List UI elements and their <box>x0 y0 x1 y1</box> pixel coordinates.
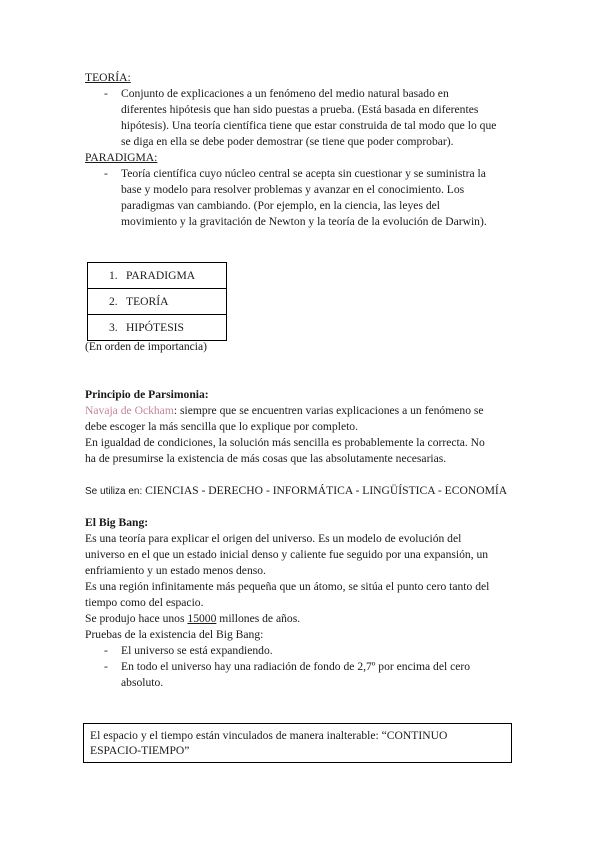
spacetime-box <box>83 723 512 763</box>
bigbang-age-line <box>85 611 300 627</box>
bigbang-line: universo en el que un estado inicial denso y caliente fue seguido por una expansión, un <box>85 548 489 561</box>
ranking-label: PARADIGMA <box>126 269 196 282</box>
parsimonia-line: ha de presumirse la existencia de más cosas que las absolutamente necesarias. <box>85 452 447 465</box>
teoria-text-line: hipótesis). Una teoría científica tiene que estar construida de tal modo que lo que <box>121 119 497 132</box>
teoria-text-line: diferentes hipótesis que han sido puestas a prueba. (Está basada en diferentes <box>121 103 479 116</box>
teoria-heading: TEORÍA: <box>85 71 131 84</box>
bigbang-line: Es una teoría para explicar el origen del universo. Es un modelo de evolución del <box>85 532 462 545</box>
proof-item: absoluto. <box>121 676 164 689</box>
parsimonia-line: En igualdad de condiciones, la solución más sencilla es probablemente la correcta. No <box>85 436 485 449</box>
ockham-term: Navaja de Ockham <box>85 404 174 417</box>
spacetime-line: ESPACIO-TIEMPO” <box>90 744 190 757</box>
bullet-dash: - <box>104 87 108 100</box>
bullet-dash: - <box>104 167 108 180</box>
uses-prefix: Se utiliza en: <box>85 486 143 497</box>
age-suffix: millones de años. <box>219 612 301 625</box>
paradigma-text-line: Teoría científica cuyo núcleo central se acepta sin cuestionar y se suministra la <box>121 167 486 180</box>
teoria-text-line: se diga en ella se debe poder demostrar (se tiene que poder comprobar). <box>121 135 454 148</box>
ranking-label: HIPÓTESIS <box>126 321 184 334</box>
bullet-dash: - <box>104 644 108 657</box>
parsimonia-line <box>85 403 484 419</box>
age-value: 15000 <box>187 612 217 625</box>
bigbang-line: tiempo como del espacio. <box>85 596 204 609</box>
age-prefix: Se produjo hace unos <box>85 612 185 625</box>
parsimonia-heading: Principio de Parsimonia: <box>85 388 209 401</box>
bigbang-line: enfriamiento y un estado menos denso. <box>85 564 266 577</box>
bullet-dash: - <box>104 660 108 673</box>
proof-item: El universo se está expandiendo. <box>121 644 273 657</box>
bigbang-line: Es una región infinitamente más pequeña que un átomo, se sitúa el punto cero tanto del <box>85 580 490 593</box>
ranking-label: TEORÍA <box>126 295 169 308</box>
parsimonia-line-rest: : siempre que se encuentren varias explicaciones a un fenómeno se <box>173 404 484 417</box>
paradigma-text-line: movimiento y la gravitación de Newton y la teoría de la evolución de Darwin). <box>121 215 487 228</box>
uses-list: CIENCIAS - DERECHO - INFORMÁTICA - LINGÜÍSTICA - ECONOMÍA <box>145 484 508 497</box>
ranking-row <box>88 289 226 315</box>
ranking-number: 1. <box>109 269 118 282</box>
ranking-number: 2. <box>109 295 118 308</box>
ranking-caption: (En orden de importancia) <box>85 340 208 353</box>
proof-item: En todo el universo hay una radiación de fondo de 2,7º por encima del cero <box>121 660 471 673</box>
paradigma-text-line: base y modelo para resolver problemas y avanzar en el conocimiento. Los <box>121 183 465 196</box>
ranking-number: 3. <box>109 321 118 334</box>
teoria-text-line: Conjunto de explicaciones a un fenómeno del medio natural basado en <box>121 87 449 100</box>
paradigma-heading: PARADIGMA: <box>85 151 158 164</box>
uses-line <box>85 483 507 500</box>
paradigma-text-line: paradigmas van cambiando. (Por ejemplo, en la ciencia, las leyes del <box>121 199 441 212</box>
bigbang-heading: El Big Bang: <box>85 516 149 529</box>
spacetime-line: El espacio y el tiempo están vinculados de manera inalterable: “CONTINUO <box>90 729 448 742</box>
parsimonia-line: debe escoger la más sencilla que lo explique por completo. <box>85 420 359 433</box>
ranking-row <box>88 315 226 340</box>
ranking-table <box>87 262 227 341</box>
proofs-heading: Pruebas de la existencia del Big Bang: <box>85 628 264 641</box>
ranking-row <box>88 263 226 289</box>
